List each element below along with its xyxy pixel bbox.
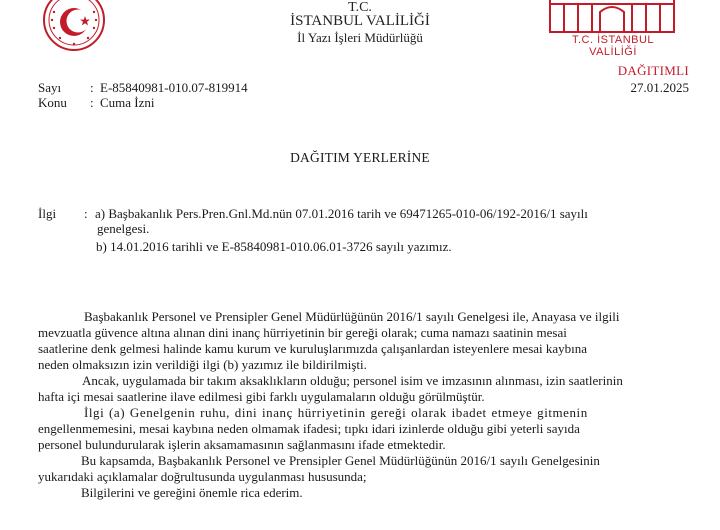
p3-line3: personel bulundurularak işlerin aksamamasının sağlanmasını ifade etmektedir. <box>38 437 446 452</box>
konu-value: Cuma İzni <box>100 95 155 110</box>
governorship-logo-text: T.C. İSTANBUL VALİLİĞİ <box>571 34 655 58</box>
document-title: DAĞITIM YERLERİNE <box>290 150 430 165</box>
document-date: 27.01.2025 <box>630 80 689 95</box>
meta-konu <box>38 95 155 111</box>
p1-line1: Başbakanlık Personel ve Prensipler Genel Müdürlüğünün 2016/1 sayılı Genelgesi ile, Anayasa ve ilgili <box>84 309 620 324</box>
p4-line2: yukarıdaki açıklamalar doğrultusunda uygulanması hususunda; <box>38 469 367 484</box>
ilgi-a-line2: genelgesi. <box>97 221 150 236</box>
p3-line1: İlgi (a) Genelgenin ruhu, dini inanç hürriyetinin gereği olarak ibadet etmeye gitmenin <box>84 405 588 420</box>
p1-line3: saatlerine denk gelmesi halinde kamu kurum ve kuruluşlarımızda çalışanlardan isteyenlere mesai kaybına <box>38 341 588 356</box>
konu-label: Konu <box>38 95 67 110</box>
sayi-value: E-85840981-010.07-819914 <box>100 80 248 95</box>
konu-colon: : <box>90 95 94 110</box>
body-text <box>38 309 680 501</box>
header-department: İl Yazı İşleri Müdürlüğü <box>297 30 423 45</box>
header-governorship: İSTANBUL VALİLİĞİ <box>290 13 430 29</box>
ilgi-label: İlgi <box>38 206 57 221</box>
p3-line2: engellenmemesini, mesai kaybına neden olmamak ifadesi; tıpkı idari izinlerde olduğu gibi yeterli sayıda <box>38 421 580 436</box>
p4-line1: Bu kapsamda, Başbakanlık Personel ve Prensipler Genel Müdürlüğünün 2016/1 sayılı Genelgesinin <box>81 453 600 468</box>
ilgi-a-line1: a) Başbakanlık Pers.Pren.Gnl.Md.nün 07.01.2016 tarih ve 69471265-010-06/192-2016/1 sayılı <box>95 206 588 221</box>
p1-line2: mevzuatla güvence altına alınan dini inanç hürriyetinin bir gereği olarak; cuma namazı saatinin mesai <box>38 325 567 340</box>
sayi-colon: : <box>90 80 94 95</box>
ilgi-section <box>38 207 678 267</box>
ministry-emblem-icon <box>42 0 106 52</box>
p1-line4: neden olmaksızın izin verildiği ilgi (b) yazımız ile bildirilmişti. <box>38 357 367 372</box>
p2-line2: hafta içi mesai saatlerine ilave edilmesi gibi farklı uygulamaların olduğu görülmüştür. <box>38 389 485 404</box>
ilgi-colon: : <box>84 206 88 221</box>
meta-sayi <box>38 80 248 96</box>
p5: Bilgilerini ve gereğini önemle rica ederim. <box>81 485 303 500</box>
sayi-label: Sayı <box>38 80 62 95</box>
distribution-mark: DAĞITIMLI <box>617 63 689 78</box>
p2-line1: Ancak, uygulamada bir takım aksaklıkların olduğu; personel isim ve imzasının alınması, izin saatlerinin <box>82 373 623 388</box>
ilgi-b: b) 14.01.2016 tarihli ve E-85840981-010.06.01-3726 sayılı yazımız. <box>96 239 452 254</box>
header-tc: T.C. <box>348 0 372 15</box>
